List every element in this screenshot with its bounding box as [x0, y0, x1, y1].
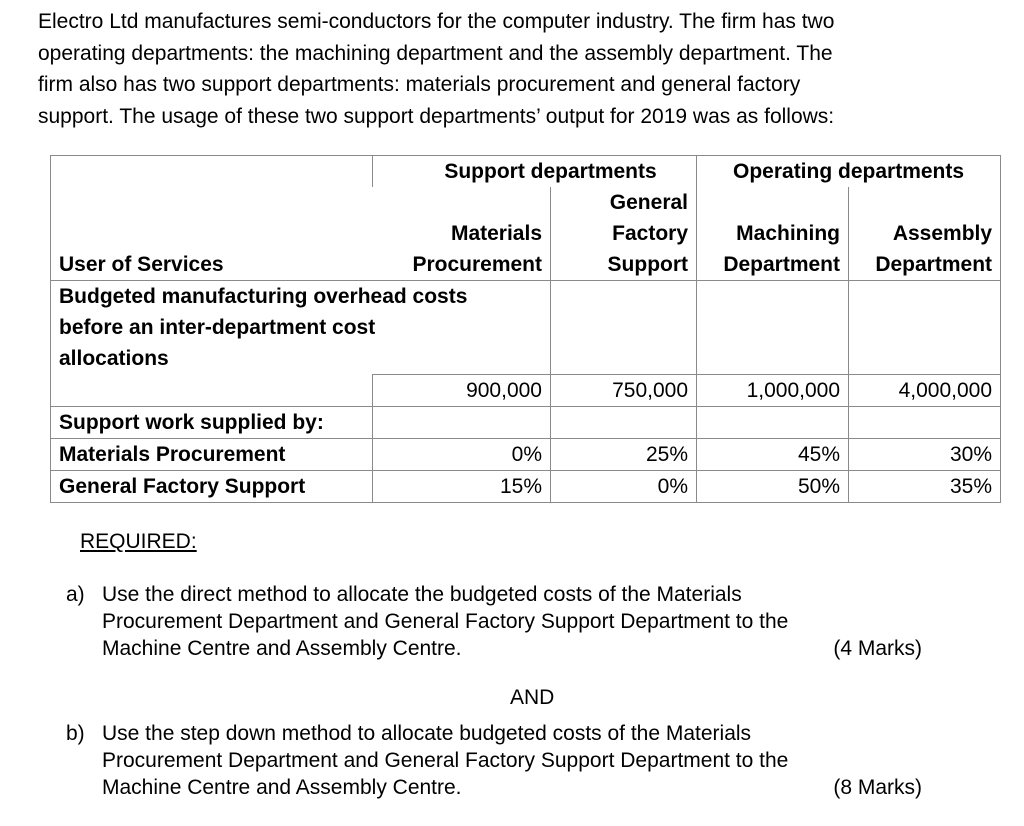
empty-cell	[849, 407, 1001, 439]
table-row	[51, 471, 1001, 503]
question-b-label: b)	[66, 722, 85, 745]
empty-cell	[551, 407, 697, 439]
question-b-marks: (8 Marks)	[833, 776, 922, 799]
empty-cell	[51, 375, 373, 407]
col-header-line: Department	[723, 253, 841, 276]
col-header-line: Assembly	[892, 222, 993, 245]
question-a-label: a)	[66, 583, 85, 606]
question-b-line: Procurement Department and General Factory Support Department to the	[102, 749, 789, 772]
row-value: 35%	[849, 471, 1001, 503]
intro-line: support. The usage of these two support departments’ output for 2019 was as follows:	[38, 104, 835, 128]
empty-cell	[551, 281, 697, 375]
row-value: 0%	[551, 471, 697, 503]
user-of-services-label: User of Services	[51, 187, 373, 281]
budget-value-assembly: 4,000,000	[849, 375, 1001, 407]
row-value: 50%	[697, 471, 849, 503]
required-heading: REQUIRED:	[80, 530, 197, 553]
intro-line: operating departments: the machining department and the assembly department. The	[38, 41, 833, 65]
support-departments-header: Support departments	[373, 156, 697, 188]
question-b-line: Use the step down method to allocate budgeted costs of the Materials	[102, 722, 752, 745]
intro-paragraph	[38, 6, 922, 132]
row-value: 0%	[373, 439, 551, 471]
budget-label	[51, 281, 551, 375]
question-a-line: Procurement Department and General Factory Support Department to the	[102, 610, 789, 633]
budget-values-row	[51, 375, 1001, 407]
col-general-factory-support	[551, 187, 697, 281]
operating-departments-header: Operating departments	[697, 156, 1001, 188]
supplied-by-row	[51, 407, 1001, 439]
col-header-line: Factory	[612, 222, 689, 245]
row-value: 45%	[697, 439, 849, 471]
col-machining-department	[697, 187, 849, 281]
question-a	[66, 581, 922, 662]
col-header-line: Materials	[450, 222, 542, 245]
table-row	[51, 439, 1001, 471]
intro-line: firm also has two support departments: materials procurement and general factory	[38, 73, 801, 96]
col-assembly-department	[849, 187, 1001, 281]
row-label: General Factory Support	[51, 471, 373, 503]
row-value: 15%	[373, 471, 551, 503]
intro-line: Electro Ltd manufactures semi-conductors for the computer industry. The firm has two	[38, 10, 835, 33]
question-b-line: Machine Centre and Assembly Centre.	[102, 776, 462, 799]
col-header-line: Procurement	[412, 253, 542, 276]
budget-value-general: 750,000	[551, 375, 697, 407]
budget-label-line: Budgeted manufacturing overhead costs	[59, 285, 468, 308]
empty-cell	[373, 407, 551, 439]
and-separator: AND	[510, 686, 555, 709]
supplied-by-label: Support work supplied by:	[51, 407, 373, 439]
empty-cell	[697, 281, 849, 375]
row-value: 25%	[551, 439, 697, 471]
col-materials-procurement	[373, 187, 551, 281]
table-column-header-row	[51, 187, 1001, 281]
budget-label-line: allocations	[59, 347, 169, 370]
budget-label-line: before an inter-department cost	[59, 316, 376, 339]
budget-label-row	[51, 281, 1001, 375]
question-a-line: Use the direct method to allocate the budgeted costs of the Materials	[102, 583, 742, 606]
row-value: 30%	[849, 439, 1001, 471]
col-header-line: Support	[607, 253, 689, 276]
question-a-marks: (4 Marks)	[833, 637, 922, 660]
budget-value-materials: 900,000	[373, 375, 551, 407]
question-b	[66, 720, 922, 801]
col-header-line: Machining	[736, 222, 841, 245]
corner-cell	[51, 156, 373, 188]
empty-cell	[697, 407, 849, 439]
col-header-line: Department	[875, 253, 993, 276]
question-a-line: Machine Centre and Assembly Centre.	[102, 637, 462, 660]
col-header-line: General	[609, 191, 689, 214]
empty-cell	[849, 281, 1001, 375]
overhead-table	[50, 155, 1001, 503]
budget-value-machining: 1,000,000	[697, 375, 849, 407]
row-label: Materials Procurement	[51, 439, 373, 471]
table-header-group-row	[51, 156, 1001, 188]
